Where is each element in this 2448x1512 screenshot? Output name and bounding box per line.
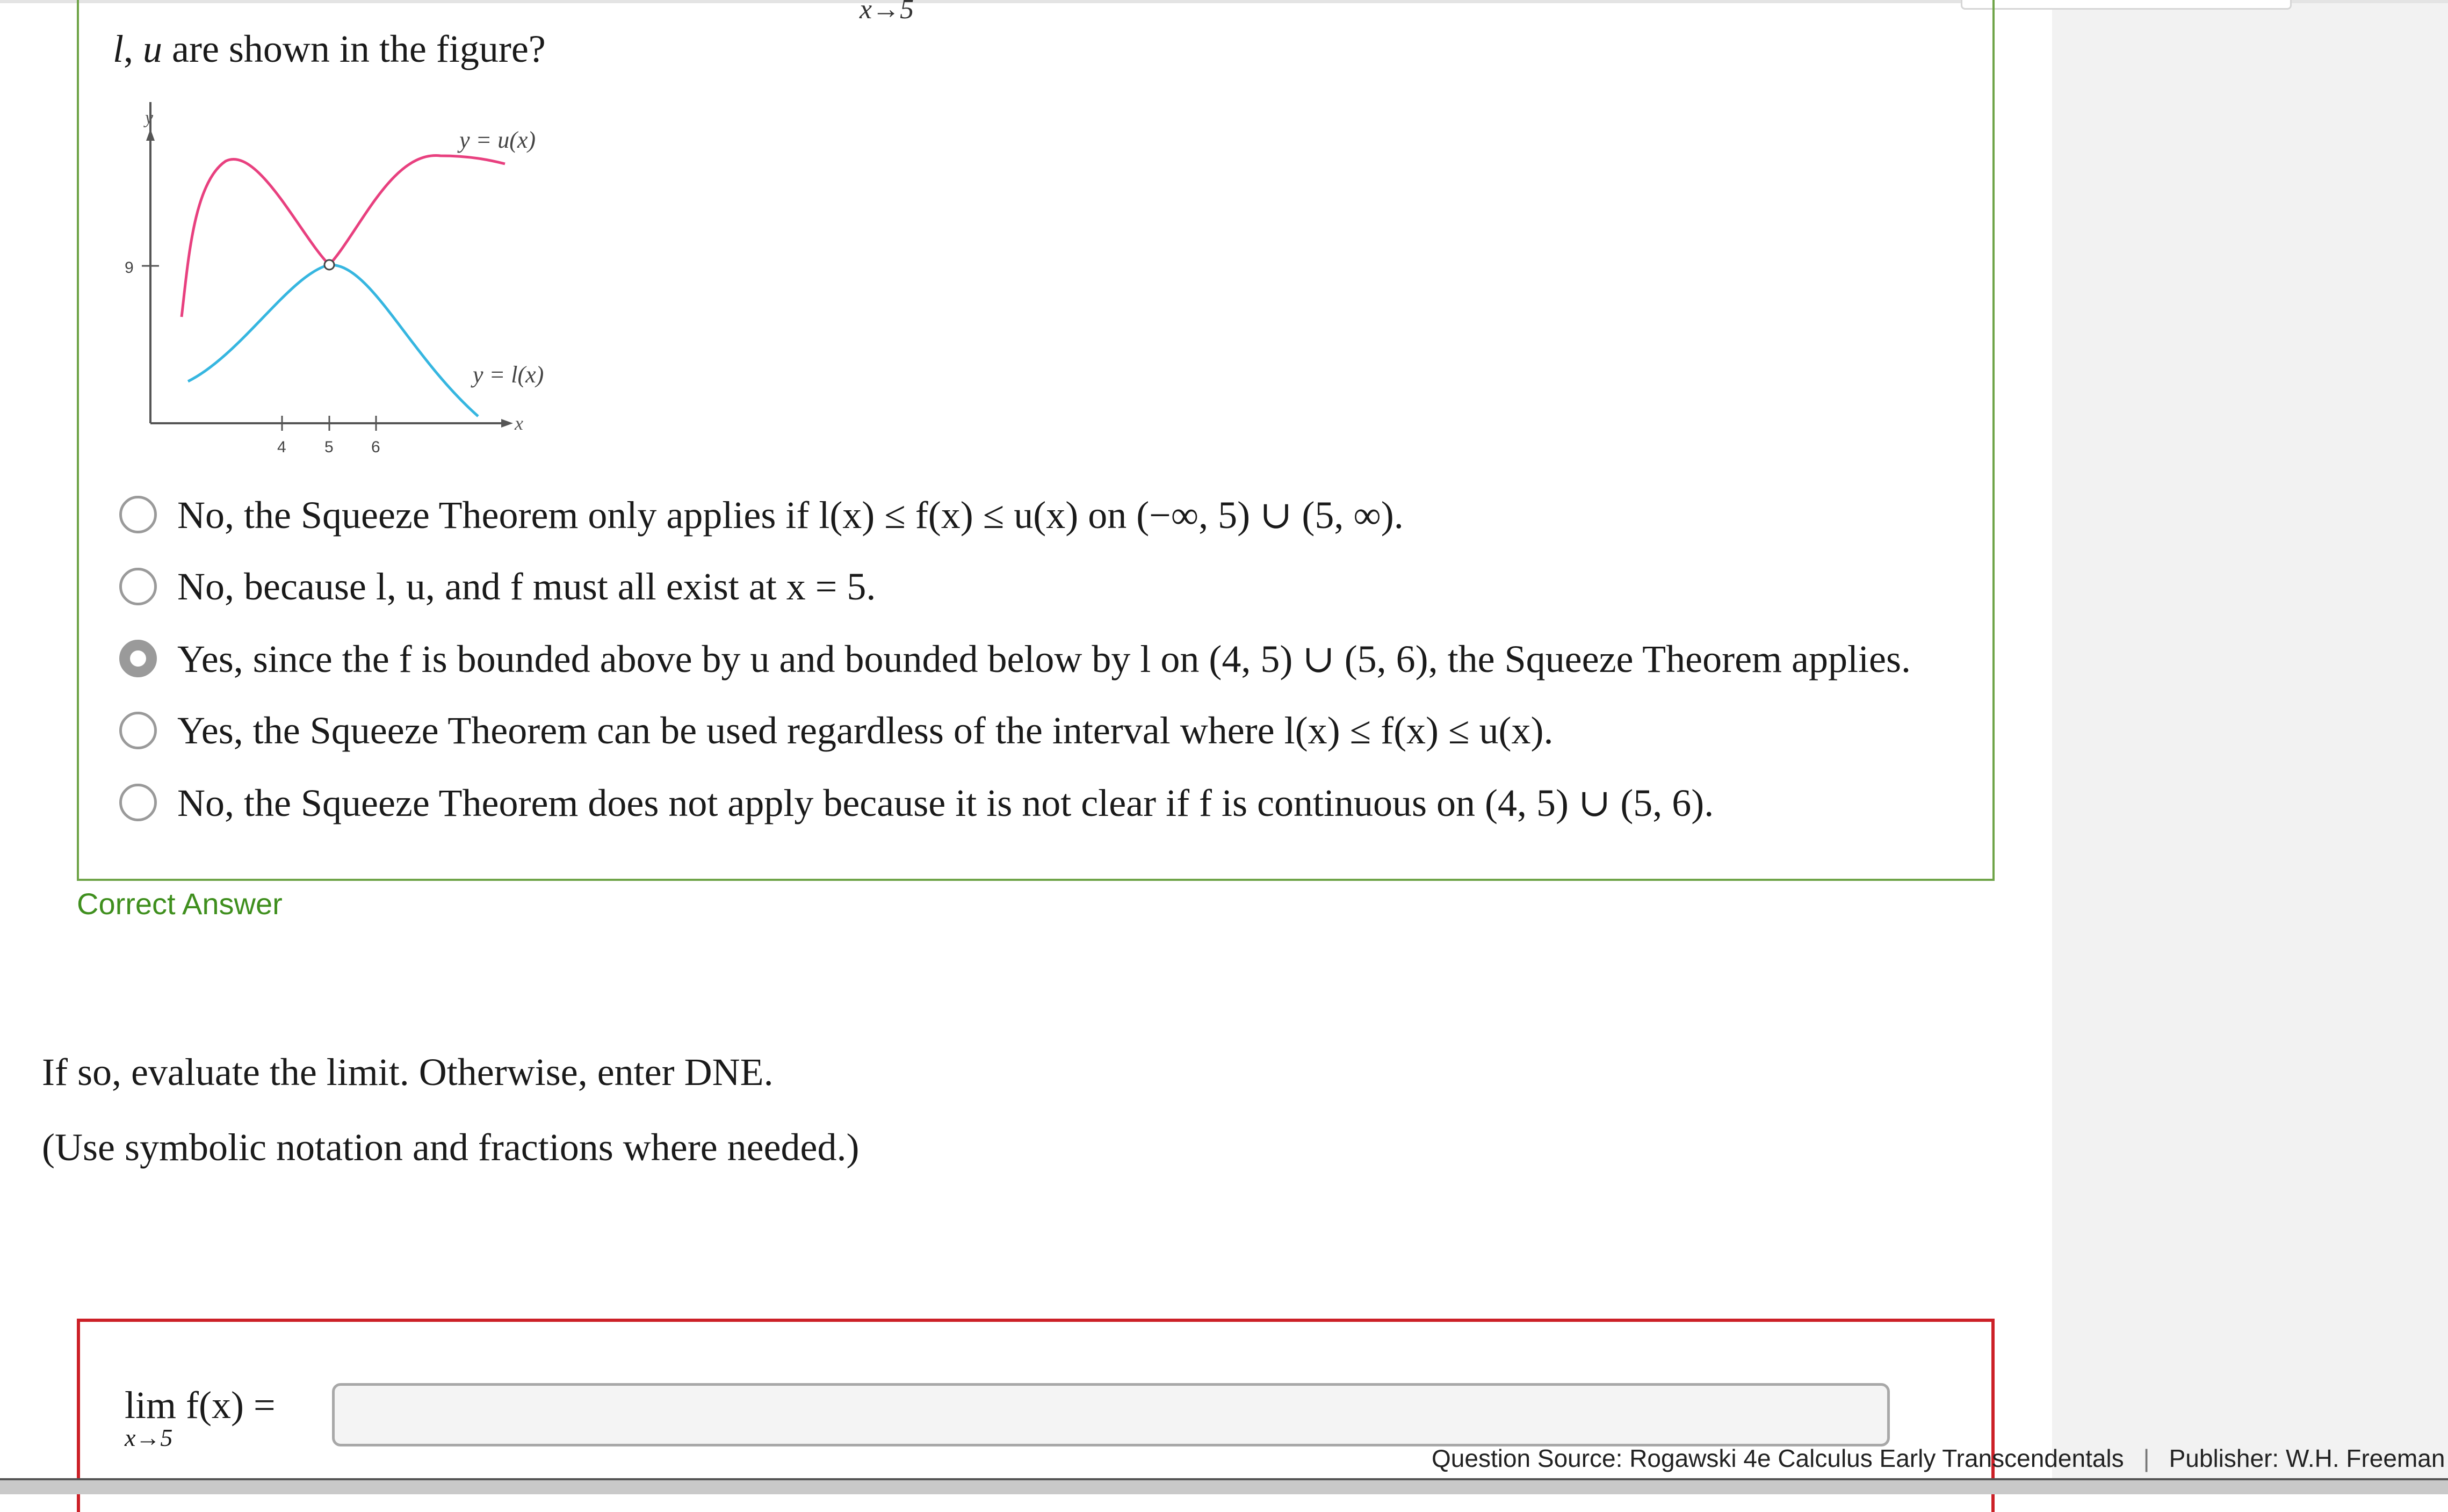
x-tick-label-5: 5 <box>324 438 334 456</box>
option-5[interactable] <box>119 770 1714 835</box>
question-rest: are shown in the figure? <box>162 27 546 70</box>
top-right-field[interactable] <box>1961 0 2292 10</box>
open-point <box>324 260 334 270</box>
option-4-radio[interactable] <box>119 712 157 749</box>
right-sidebar <box>2052 0 2448 1492</box>
question-text <box>113 27 546 71</box>
x-tick-label-4: 4 <box>277 438 286 456</box>
limit-subscript: x→5 <box>125 1424 173 1451</box>
option-1-label: No, the Squeeze Theorem only applies if l(x) ≤ f(x) ≤ u(x) on (−∞, 5) ∪ (5, ∞). <box>177 493 1404 537</box>
question-source: Question Source: Rogawski 4e Calculus Early Transcendentals <box>1432 1444 2124 1472</box>
option-1[interactable] <box>119 482 1404 547</box>
lower-curve <box>188 265 478 416</box>
top-limit-fragment: x→5 <box>860 0 914 25</box>
option-3-label: Yes, since the f is bounded above by u and bounded below by l on (4, 5) ∪ (5, 6), the Squeeze Theorem applies. <box>177 637 1911 681</box>
y-axis-arrow <box>146 129 155 141</box>
instruction-line-1: If so, evaluate the limit. Otherwise, enter DNE. <box>42 1051 774 1094</box>
instruction-line-2: (Use symbolic notation and fractions where needed.) <box>42 1126 860 1169</box>
squeeze-graph <box>107 102 591 467</box>
option-5-label: No, the Squeeze Theorem does not apply because it is not clear if f is continuous on (4, 5) ∪ (5, 6). <box>177 781 1714 824</box>
publisher: Publisher: W.H. Freeman <box>2169 1444 2445 1472</box>
lower-curve-label: y = l(x) <box>473 361 544 388</box>
y-axis-label: y <box>145 108 154 128</box>
option-2-radio[interactable] <box>119 568 157 605</box>
option-2-label: No, because l, u, and f must all exist at x = 5. <box>177 565 876 608</box>
option-5-radio[interactable] <box>119 784 157 821</box>
limit-expression: lim f(x) = <box>125 1384 276 1427</box>
option-3[interactable] <box>119 626 1911 691</box>
x-axis-label: x <box>515 413 523 434</box>
question-sep: , <box>124 27 143 70</box>
upper-curve-label: y = u(x) <box>459 127 536 153</box>
option-4[interactable] <box>119 698 1553 763</box>
option-3-radio-selected[interactable] <box>119 640 157 677</box>
footer-separator: | <box>2143 1444 2150 1472</box>
x-axis-arrow <box>501 419 513 428</box>
x-tick-label-6: 6 <box>371 438 380 456</box>
option-2[interactable] <box>119 554 876 619</box>
upper-curve <box>182 156 505 317</box>
option-4-label: Yes, the Squeeze Theorem can be used regardless of the interval where l(x) ≤ f(x) ≤ u(x). <box>177 708 1554 752</box>
y-tick-label: 9 <box>125 259 134 277</box>
option-1-radio[interactable] <box>119 496 157 533</box>
var-l: l <box>113 27 124 70</box>
footer <box>1432 1444 2445 1473</box>
limit-answer-input[interactable] <box>332 1383 1890 1446</box>
var-u: u <box>143 27 163 70</box>
correct-answer-label: Correct Answer <box>77 887 283 921</box>
